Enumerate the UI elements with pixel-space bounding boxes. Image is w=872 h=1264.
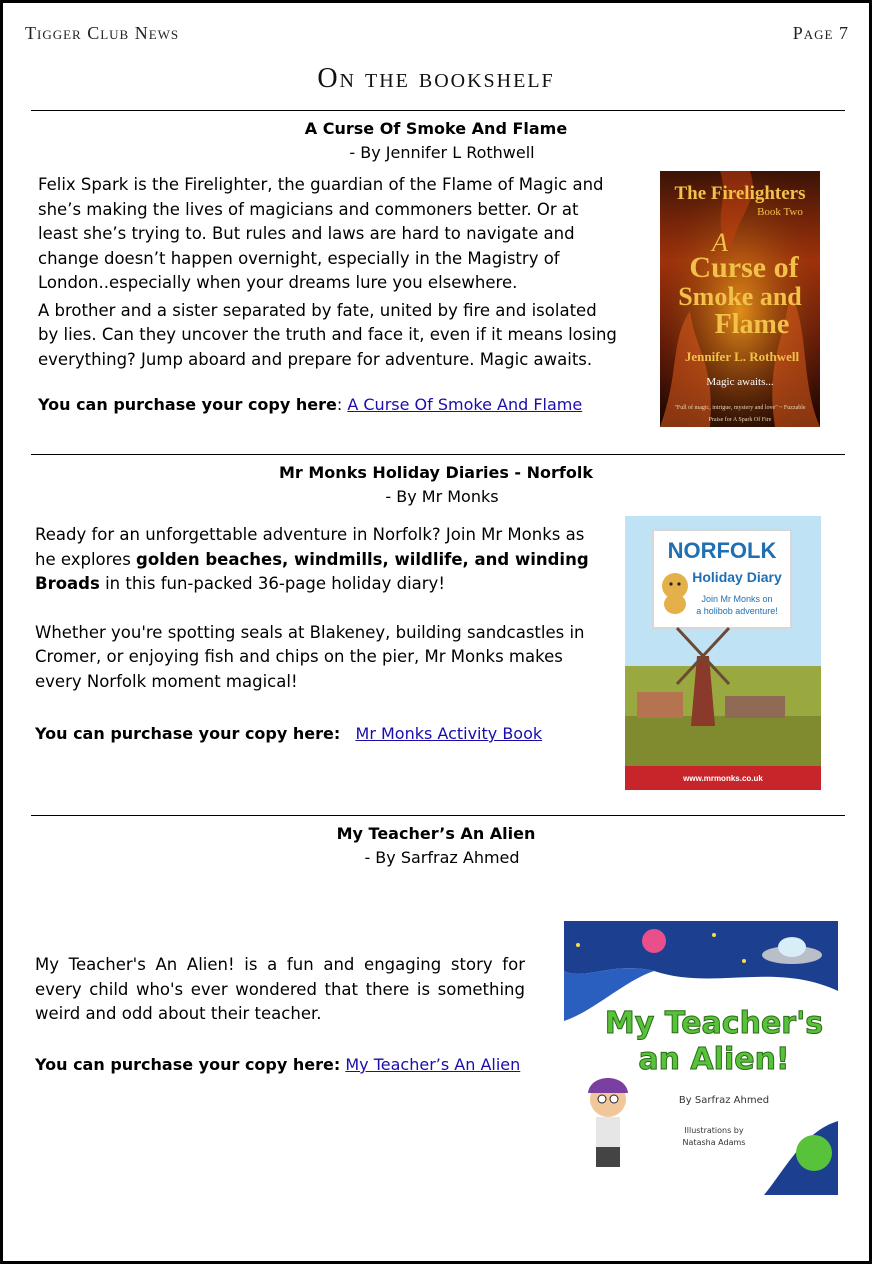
book-cover-image [625, 516, 821, 790]
purchase-link[interactable]: Mr Monks Activity Book [355, 724, 543, 743]
book-description [35, 953, 525, 1027]
cover-subtitle: Holiday Diary [692, 569, 782, 585]
cover-tagline: Magic awaits... [706, 376, 774, 388]
purchase-label: You can purchase your copy here: [35, 724, 341, 743]
book-title: A Curse Of Smoke And Flame [304, 119, 568, 138]
cover-quote: "Full of magic, intrigue, mystery and love" ~ Fuzzable [674, 405, 806, 411]
cover-title-line: Curse of [689, 251, 799, 284]
publication-name: Tigger Club News [25, 23, 180, 43]
book-cover-image [660, 171, 820, 427]
book-description [35, 523, 595, 694]
cover-praise: Praise for A Spark Of Fire [708, 417, 772, 423]
purchase-line [38, 395, 582, 414]
cover-title: NORFOLK [667, 538, 777, 563]
book-author: - By Mr Monks [385, 487, 499, 506]
book-description [38, 173, 618, 372]
cover-tagline: a holibob adventure! [696, 606, 778, 616]
book-title: My Teacher’s An Alien [336, 824, 536, 843]
cover-illustrator: Illustrations by [684, 1126, 744, 1135]
book-title: Mr Monks Holiday Diaries - Norfolk [279, 463, 593, 482]
cover-title-line: Flame [714, 309, 790, 340]
purchase-link[interactable]: My Teacher’s An Alien [345, 1055, 521, 1074]
divider [31, 454, 845, 455]
purchase-line [35, 724, 542, 743]
description-paragraph: Whether you're spotting seals at Blakeney, building sandcastles in Cromer, or enjoying fish and chips on the pier, Mr Monks makes every Norfolk moment magical! [35, 622, 585, 691]
divider [31, 815, 845, 816]
book-author: - By Sarfraz Ahmed [364, 848, 520, 867]
cover-title-line: Smoke and [678, 282, 802, 311]
cover-title-line: an Alien! [638, 1042, 790, 1077]
description-paragraph: A brother and a sister separated by fate, united by fire and isolated by lies. Can they uncover the truth and face it, even if it means losing everything? Jump aboard and prepare for adventure. Magic awaits. [38, 300, 617, 369]
description-paragraph: Felix Spark is the Firelighter, the guardian of the Flame of Magic and she’s making the lives of magicians and commoners better. Or at least she’s trying to. But rules and laws are hard to navigate and change doesn’t happen overnight, especially in the Magistry of London..especially when your dreams lure you elsewhere. [38, 175, 604, 292]
divider [31, 110, 845, 111]
purchase-link[interactable]: A Curse Of Smoke And Flame [347, 395, 583, 414]
page-title: On the bookshelf [317, 63, 555, 94]
description-paragraph: Ready for an unforgettable adventure in Norfolk? Join Mr Monks as he explores golden beaches, windmills, wildlife, and winding Broads in this fun-packed 36-page holiday diary! [35, 525, 589, 593]
book-cover-image [564, 921, 838, 1195]
cover-series: The Firelighters [674, 183, 806, 204]
description-paragraph: My Teacher's An Alien! is a fun and engaging story for every child who's ever wondered that there is something weird and odd about their teacher. [35, 955, 525, 1023]
cover-book-number: Book Two [757, 206, 803, 218]
cover-illustrator: Natasha Adams [682, 1138, 746, 1147]
page-number: Page 7 [792, 23, 849, 43]
cover-url: www.mrmonks.co.uk [683, 774, 763, 783]
cover-title-line: A [712, 228, 728, 257]
purchase-line [35, 1055, 520, 1074]
book-author: - By Jennifer L Rothwell [349, 143, 535, 162]
purchase-label: You can purchase your copy here [38, 395, 337, 414]
purchase-separator: : [336, 395, 348, 414]
cover-byline: By Sarfraz Ahmed [678, 1095, 770, 1106]
purchase-label: You can purchase your copy here: [35, 1055, 341, 1074]
cover-tagline: Join Mr Monks on [701, 594, 773, 604]
cover-author: Jennifer L. Rothwell [684, 349, 800, 364]
cover-title-line: My Teacher's [604, 1006, 824, 1041]
